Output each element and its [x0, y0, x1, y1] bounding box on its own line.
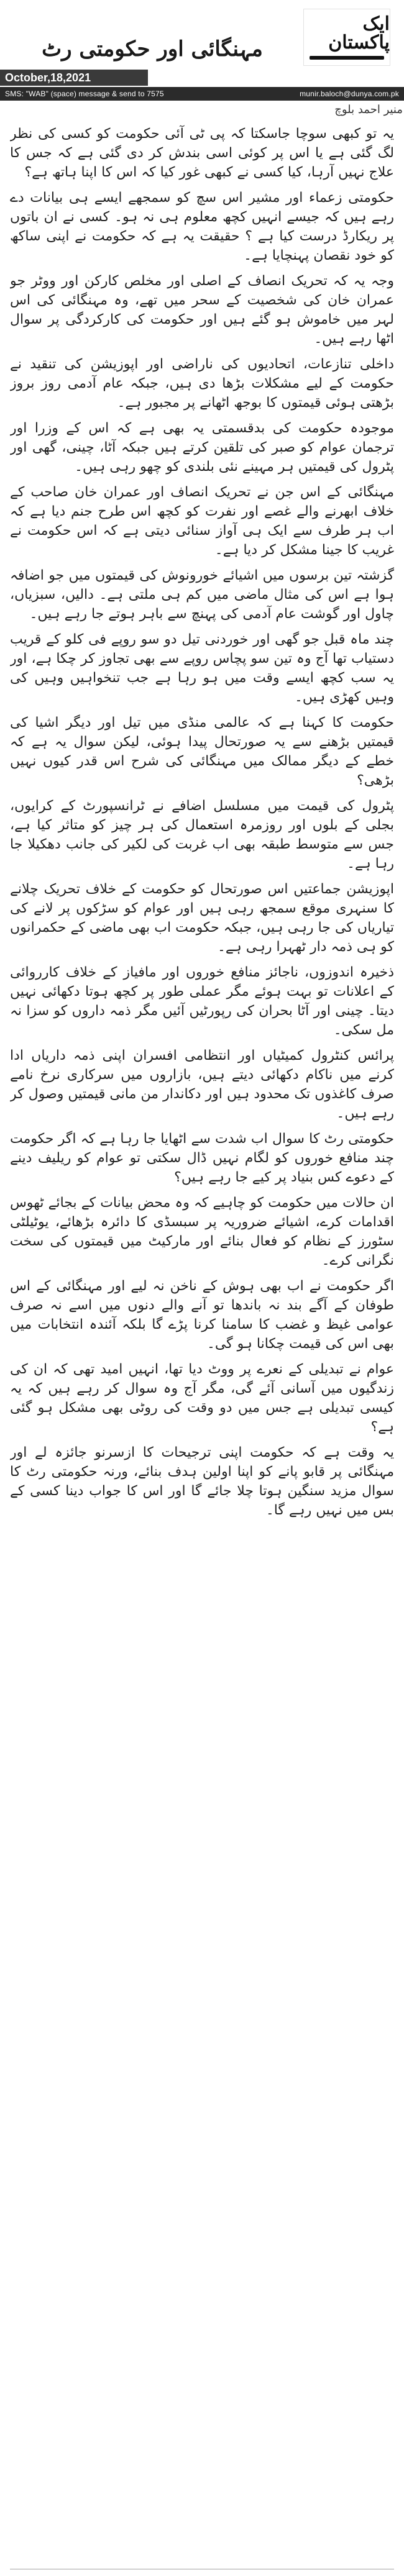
article-paragraph: پٹرول کی قیمت میں مسلسل اضافے نے ٹرانسپورٹ کے کرایوں، بجلی کے بلوں اور روزمرہ استعمال کی ہر چیز کو متاثر کیا ہے، جس سے متوسط طبقہ بھی اب غربت کی لکیر کی جانب دھکیلا جا رہا ہے۔: [10, 798, 394, 872]
logo-underline: [310, 56, 384, 60]
article-paragraph: اپوزیشن جماعتیں اس صورتحال کو حکومت کے خلاف تحریک چلانے کا سنہری موقع سمجھ رہی ہیں اور عوام کو سڑکوں پر لانے کی تیاریاں کی جا رہی ہیں، جبکہ حکومت اب بھی ماضی کے حکمرانوں کو ہی ذمہ دار ٹھہرا رہی ہے۔: [10, 881, 394, 955]
article-paragraph: حکومتی زعماء اور مشیر اس سچ کو سمجھے ایسے ہی بیانات دے رہے ہیں کہ جیسے انہیں کچھ معلوم ہی نہ ہو۔ کسی نے ان باتوں پر ریکارڈ درست کیا ہے ؟ حقیقت یہ ہے کہ حکومت نے اپنی ساکھ کو خود نقصان پہنچایا ہے۔: [10, 190, 394, 263]
contact-strip: [0, 87, 404, 101]
column-header: [10, 0, 394, 75]
article-paragraph: عوام نے تبدیلی کے نعرے پر ووٹ دیا تھا، انہیں امید تھی کہ ان کی زندگیوں میں آسانی آئے گی، مگر آج وہ سوال کر رہے ہیں کہ یہ کیسی تبدیلی ہے جس میں دو وقت کی روٹی بھی مشکل ہو گئی ہے؟: [10, 1362, 394, 1435]
article-paragraph: اگر حکومت نے اب بھی ہوش کے ناخن نہ لیے اور مہنگائی کے اس طوفان کے آگے بند نہ باندھا تو آنے والے دنوں میں اسے نہ صرف عوامی غیظ و غضب کا سامنا کرنا پڑے گا بلکہ آئندہ انتخابات میں بھی اس کی قیمت چکانا ہو گی۔: [10, 1278, 394, 1352]
article-paragraph: موجودہ حکومت کی بدقسمتی یہ بھی ہے کہ اس کے وزرا اور ترجمان عوام کو صبر کی تلقین کرتے ہیں جبکہ آٹا، چینی، گھی اور پٹرول کی قیمتیں ہر مہینے نئی بلندی کو چھو رہی ہیں۔: [10, 421, 394, 475]
column-logo: [303, 9, 390, 66]
date-bar: [0, 70, 148, 86]
article-paragraph: حکومتی رٹ کا سوال اب شدت سے اٹھایا جا رہا ہے کہ اگر حکومت چند منافع خوروں کو لگام نہیں ڈال سکتی تو عوام کو ریلیف دینے کے دعوے کس بنیاد پر کیے جا رہے ہیں؟: [10, 1131, 394, 1185]
article-paragraph: وجہ یہ کہ تحریک انصاف کے اصلی اور مخلص کارکن اور ووٹر جو عمران خان کی شخصیت کے سحر میں تھے، وہ مہنگائی کی اس لہر میں خاموش ہو گئے ہیں اور حکومت کی کارکردگی پر سوال اٹھا رہے ہیں۔: [10, 273, 394, 347]
article-paragraph: داخلی تنازعات، اتحادیوں کی ناراضی اور اپوزیشن کی تنقید نے حکومت کے لیے مشکلات بڑھا دی ہیں، جبکہ عام آدمی روز بروز بڑھتی ہوئی قیمتوں کا بوجھ اٹھانے پر مجبور ہے۔: [10, 357, 394, 411]
publish-date: October,18,2021: [5, 71, 91, 84]
article-paragraph: ان حالات میں حکومت کو چاہیے کہ وہ محض بیانات کے بجائے ٹھوس اقدامات کرے، اشیائے ضروریہ پر سبسڈی کا دائرہ بڑھائے، یوٹیلٹی سٹورز کے نظام کو فعال بنائے اور مارکیٹ میں قیمتوں کی سخت نگرانی کرے۔: [10, 1195, 394, 1268]
article-paragraph: گزشتہ تین برسوں میں اشیائے خورونوش کی قیمتوں میں جو اضافہ ہوا ہے اس کی مثال ماضی میں کم ہی ملتی ہے۔ دالیں، سبزیاں، چاول اور گوشت عام آدمی کی پہنچ سے باہر ہوتے جا رہے ہیں۔: [10, 568, 394, 622]
article-paragraph: ذخیرہ اندوزوں، ناجائز منافع خوروں اور مافیاز کے خلاف کارروائی کے اعلانات تو بہت ہوئے مگر عملی طور پر کچھ ہوتا دکھائی نہیں دیتا۔ چینی اور آٹا بحران کی رپورٹیں آئیں مگر ذمہ داروں کو سزا نہ مل سکی۔: [10, 965, 394, 1038]
author-byline: منیر احمد بلوچ: [334, 103, 403, 116]
sms-info: SMS: "WAB" (space) message & send to 7575: [5, 89, 164, 98]
column-title: مہنگائی اور حکومتی رٹ: [42, 37, 263, 61]
article-paragraph: یہ تو کبھی سوچا جاسکتا کہ پی ٹی آئی حکومت کو کسی کی نظر لگ گئی ہے یا اس پر کوئی اسی بندش کر دی گئی ہے کہ جس کا علاج نہیں آرہا، کیا کسی نے کبھی غور کیا کہ اس کا اپنا ہاتھ ہے؟: [10, 126, 394, 180]
article-paragraph: چند ماہ قبل جو گھی اور خوردنی تیل دو سو روپے فی کلو کے قریب دستیاب تھا آج وہ تین سو پچاس روپے سے بھی تجاوز کر چکا ہے، اور یہ سب کچھ ایسے وقت میں ہو رہا ہے جب تنخواہیں وہیں کی وہیں کھڑی ہیں۔: [10, 632, 394, 705]
author-email[interactable]: munir.baloch@dunya.com.pk: [300, 89, 399, 98]
logo-text: ایک پاکستان: [328, 13, 390, 53]
article-paragraph: پرائس کنٹرول کمیٹیاں اور انتظامی افسران اپنی ذمہ داریاں ادا کرنے میں ناکام دکھائی دیتے ہیں، بازاروں میں سرکاری نرخ نامے صرف کاغذوں تک محدود ہیں اور دکاندار من مانی قیمتیں وصول کر رہے ہیں۔: [10, 1048, 394, 1121]
article-paragraph: یہ وقت ہے کہ حکومت اپنی ترجیحات کا ازسرنو جائزہ لے اور مہنگائی پر قابو پانے کو اپنا اولین ہدف بنائے، ورنہ حکومتی رٹ کا سوال مزید سنگین ہوتا چلا جائے گا اور اس کا جواب دینا کسی کے بس میں نہیں رہے گا۔: [10, 1445, 394, 1518]
article-body: [10, 124, 394, 2565]
bottom-divider: [10, 2569, 394, 2570]
article-paragraph: حکومت کا کہنا ہے کہ عالمی منڈی میں تیل اور دیگر اشیا کی قیمتیں بڑھنے سے یہ صورتحال پیدا ہوئی، لیکن سوال یہ ہے کہ خطے کے دیگر ممالک میں مہنگائی کی شرح اس قدر کیوں نہیں بڑھی؟: [10, 715, 394, 788]
article-paragraph: مہنگائی کے اس جن نے تحریک انصاف اور عمران خان صاحب کے خلاف ابھرنے والے غصے اور نفرت کو کچھ اس طرح جنم دیا ہے کہ اب ہر طرف سے ایک ہی آواز سنائی دیتی ہے کہ اس حکومت نے غریب کا جینا مشکل کر دیا ہے۔: [10, 485, 394, 558]
